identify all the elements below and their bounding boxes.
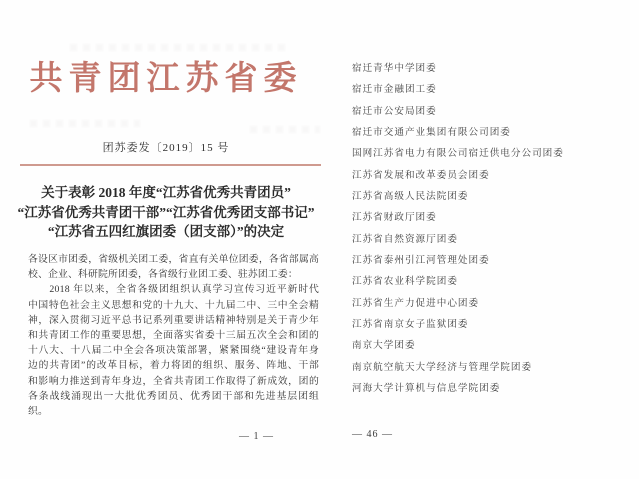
body-line: 各设区市团委，省级机关团工委，省直有关单位团委，各省部属高: [28, 254, 319, 265]
bleed-through-artifact: [250, 126, 320, 133]
body-line: 神，深入贯彻习近平总书记系列重要讲话精神特别是关于青少年: [28, 314, 319, 326]
body-line: 和共青团工作的重要思想，全面落实省委十三届五次全会和团的: [28, 330, 319, 342]
document-title: [10, 183, 322, 242]
body-line: 中国特色社会主义思想和党的十九大、十九届二中、三中全会精: [28, 299, 319, 311]
bleed-through-artifact: [30, 120, 140, 127]
body-line: 织。: [28, 406, 48, 418]
committee-list-item: 江苏省南京女子监狱团委: [352, 319, 469, 331]
title-line: “江苏省五四红旗团委（团支部）”的决定: [47, 224, 285, 239]
title-line: 关于表彰 2018 年度“江苏省优秀共青团员”: [41, 185, 291, 200]
right-page: [332, 0, 639, 479]
committee-list-item: 江苏省高级人民法院团委: [352, 191, 469, 203]
committee-list-item: 南京大学团委: [352, 340, 416, 352]
body-line: 边的共青团”的改革目标，着力将团的组织、服务、阵地、干部: [28, 360, 319, 372]
bleed-through-artifact: [70, 44, 290, 51]
body-line: 2018 年以来，全省各级团组织认真学习宣传习近平新时代: [28, 284, 319, 296]
committee-list-item: 河海大学计算机与信息学院团委: [352, 383, 501, 395]
committee-list-item: 宿迁青华中学团委: [352, 63, 437, 74]
body-line: 和影响力推送到青年身边，全省共青团工作取得了新成效，团的: [28, 375, 319, 387]
letterhead-title: 共青团江苏省委: [29, 61, 303, 97]
committee-list-item: 江苏省泰州引江河管理处团委: [352, 255, 490, 267]
red-separator-line: [20, 164, 321, 166]
committee-list-item: 国网江苏省电力有限公司宿迁供电分公司团委: [352, 148, 564, 160]
committee-list-item: 江苏省自然资源厅团委: [352, 233, 458, 245]
document-number: 团苏委发〔2019〕15 号: [102, 142, 230, 154]
body-line: 十八大、十八届二中全会各项决策部署，紧紧围绕“建设青年身: [28, 345, 319, 357]
committee-list-item: 宿迁市公安局团委: [352, 105, 437, 117]
page-number-right: — 46 —: [352, 429, 393, 440]
committee-list-item: 南京航空航天大学经济与管理学院团委: [352, 361, 533, 373]
committee-list-item: 宿迁市金融团工委: [352, 84, 437, 96]
page-number-left: — 1 —: [239, 431, 274, 442]
commended-committee-list: [352, 58, 632, 400]
committee-list-item: 宿迁市交通产业集团有限公司团委: [352, 127, 511, 139]
committee-list-item: 江苏省发展和改革委员会团委: [352, 169, 490, 181]
body-text: [28, 252, 319, 419]
body-line: 各条战线涌现出一大批优秀团员、优秀团干部和先进基层团组: [28, 390, 319, 402]
committee-list-item: 江苏省生产力促进中心团委: [352, 297, 480, 309]
body-line: 校、企业、科研院所团委，各省级行业团工委、驻苏团工委：: [28, 269, 298, 281]
title-line: “江苏省优秀共青团干部”“江苏省优秀团支部书记”: [17, 204, 315, 220]
committee-list-item: 江苏省财政厅团委: [352, 212, 437, 224]
committee-list-item: 江苏省农业科学院团委: [352, 276, 458, 288]
